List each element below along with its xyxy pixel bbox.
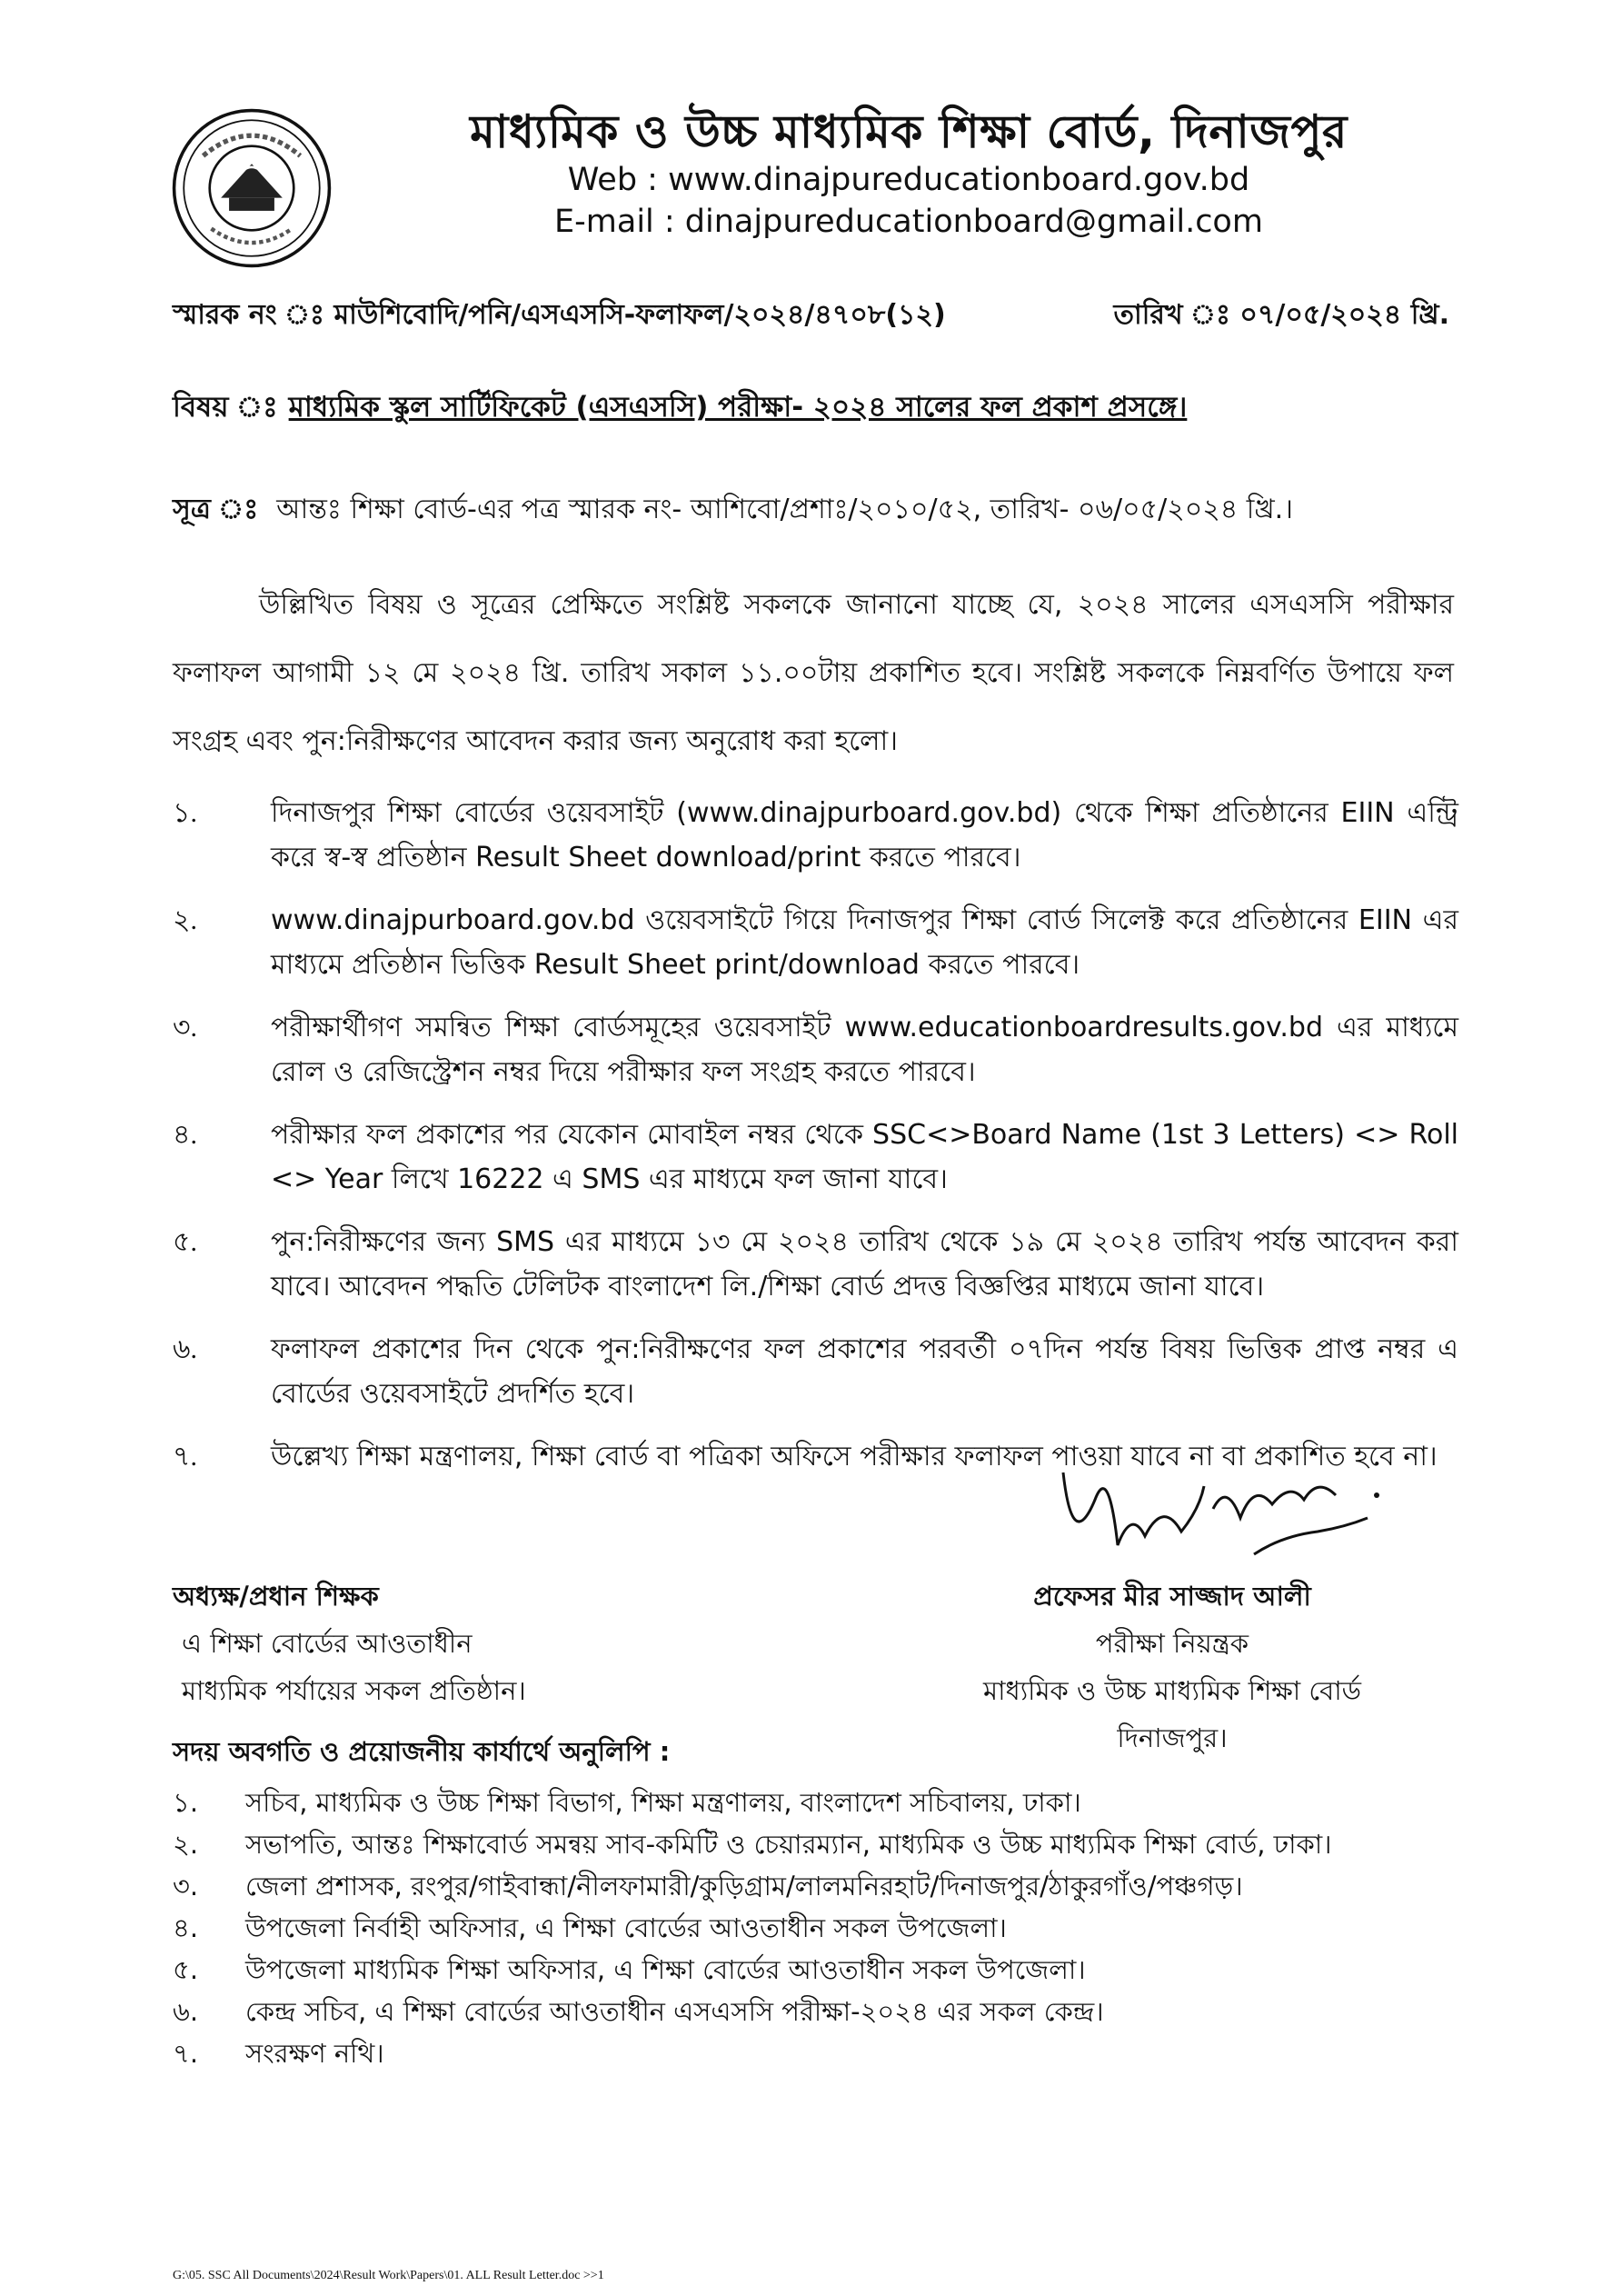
board-name: মাধ্যমিক ও উচ্চ মাধ্যমিক শিক্ষা বোর্ড, দিনাজপুর [470,105,1348,158]
list-item [173,1220,1458,1309]
list-item-text: পুন:নিরীক্ষণের জন্য SMS এর মাধ্যমে ১৩ মে ২০২৪ তারিখ থেকে ১৯ মে ২০২৪ তারিখ পর্যন্ত আবেদন করা যাবে। আবেদন পদ্ধতি টেলিটক বাংলাদেশ লি./শিক্ষা বোর্ড প্রদত্ত বিজ্ঞপ্তির মাধ্যমে জানা যাবে। [271,1226,1458,1303]
list-item-number: ৩. [173,1013,198,1043]
copy-item-number: ৩. [173,1871,199,1902]
memo-number: স্মারক নং ঃ মাউশিবোদি/পনি/এসএসসি-ফলাফল/২০২৪/৪৭০৮(১২) [173,299,946,331]
list-item-text: দিনাজপুর শিক্ষা বোর্ডের ওয়েবসাইট (www.dinajpurboard.gov.bd) থেকে শিক্ষা প্রতিষ্ঠানের EIIN এন্ট্রি করে স্ব-স্ব প্রতিষ্ঠান Result Sheet download/print করতে পারবে। [271,797,1458,873]
subject-line [173,385,1187,433]
list-item-number: ৫. [173,1227,197,1257]
list-item-text: ফলাফল প্রকাশের দিন থেকে পুন:নিরীক্ষণের ফল প্রকাশের পরবর্তী ০৭দিন পর্যন্ত বিষয় ভিত্তিক প্রাপ্ত নম্বর এ বোর্ডের ওয়েবসাইটে প্রদর্শিত হবে। [271,1333,1458,1410]
copy-item-number: ১. [173,1787,199,1818]
copy-item [173,2032,1463,2074]
list-item [173,898,1458,987]
copy-item-number: ২. [173,1829,199,1860]
copy-item-text: উপজেলা নির্বাহী অফিসার, এ শিক্ষা বোর্ডের আওতাধীন সকল উপজেলা। [245,1912,1007,1943]
list-item-number: ২. [173,905,198,935]
reference-label: সূত্র ঃ [173,494,259,525]
instruction-list [173,791,1458,1497]
list-item [173,1327,1458,1416]
body-paragraph: উল্লিখিত বিষয় ও সূত্রের প্রেক্ষিতে সংশ্লিষ্ট সকলকে জানানো যাচ্ছে যে, ২০২৪ সালের এসএসসি পরীক্ষার ফলাফল আগামী ১২ মে ২০২৪ খ্রি. তারিখ সকাল ১১.০০টায় প্রকাশিত হবে। সংশ্লিষ্ট সকলকে নিম্নবর্ণিত উপায়ে ফল সংগ্রহ এবং পুন:নিরীক্ষণের আবেদন করার জন্য অনুরোধ করা হলো। [173,589,1454,757]
copy-list [173,1782,1463,2074]
subject-text: মাধ্যমিক স্কুল সার্টিফিকেট (এসএসসি) পরীক্ষা- ২০২৪ সালের ফল প্রকাশ প্রসঙ্গে। [288,391,1188,424]
list-item-number: ১. [173,798,197,828]
copy-item-text: উপজেলা মাধ্যমিক শিক্ষা অফিসার, এ শিক্ষা বোর্ডের আওতাধীন সকল উপজেলা। [245,1954,1086,1985]
copy-item [173,1991,1463,2032]
memo-date: তারিখ ঃ ০৭/০৫/২০২৪ খ্রি. [1113,299,1449,331]
copy-item-number: ৫. [173,1954,199,1985]
list-item-text: পরীক্ষার্থীগণ সমন্বিত শিক্ষা বোর্ডসমূহের ওয়েবসাইট www.educationboardresults.gov.bd এর মাধ্যমে রোল ও রেজিস্ট্রেশন নম্বর দিয়ে পরীক্ষার ফল সংগ্রহ করতে পারবে। [271,1012,1458,1088]
copy-item-text: সভাপতি, আন্তঃ শিক্ষাবোর্ড সমন্বয় সাব-কমিটি ও চেয়ারম্যান, মাধ্যমিক ও উচ্চ মাধ্যমিক শিক্ষা বোর্ড, ঢাকা। [245,1829,1332,1860]
list-item-text: www.dinajpurboard.gov.bd ওয়েবসাইটে গিয়ে দিনাজপুর শিক্ষা বোর্ড সিলেক্ট করে প্রতিষ্ঠানের EIIN এর মাধ্যমে প্রতিষ্ঠান ভিত্তিক Result Sheet print/download করতে পারবে। [271,904,1458,981]
list-item-text: পরীক্ষার ফল প্রকাশের পর যেকোন মোবাইল নম্বর থেকে SSC<>Board Name (1st 3 Letters) <> Roll <> Year লিখে 16222 এ SMS এর মাধ্যমে ফল জানা যাবে। [271,1119,1458,1195]
reference-line [173,487,1293,534]
signatory-office: মাধ্যমিক ও উচ্চ মাধ্যমিক শিক্ষা বোর্ড [982,1675,1362,1706]
footer-file-path: G:\05. SSC All Documents\2024\Result Work\Papers\01. ALL Result Letter.doc >>1 [173,2269,604,2282]
copy-item [173,1782,1463,1823]
signatory-designation: পরীক্ষা নিয়ন্ত্রক [1095,1628,1249,1659]
copy-item-number: ৭. [173,2038,199,2069]
list-item-number: ৪. [173,1120,197,1150]
signatory-location: দিনাজপুর। [1117,1722,1228,1753]
reference-text: আন্তঃ শিক্ষা বোর্ড-এর পত্র স্মারক নং- আশিবো/প্রশাঃ/২০১০/৫২, তারিখ- ০৬/০৫/২০২৪ খ্রি.। [276,494,1293,525]
subject-label: বিষয় ঃ [173,391,278,424]
board-email: E-mail : dinajpureducationboard@gmail.com [554,204,1263,240]
copy-item [173,1823,1463,1865]
recipient-block [173,1572,526,1714]
board-website: Web : www.dinajpureducationboard.gov.bd [567,162,1250,198]
list-item-number: ৭. [173,1442,198,1472]
recipient-line: এ শিক্ষা বোর্ডের আওতাধীন [182,1628,473,1659]
handwritten-signature [1045,1445,1390,1582]
board-seal-icon [171,107,333,269]
copy-item-text: সচিব, মাধ্যমিক ও উচ্চ শিক্ষা বিভাগ, শিক্ষা মন্ত্রণালয়, বাংলাদেশ সচিবালয়, ঢাকা। [245,1787,1081,1818]
list-item [173,1113,1458,1202]
signatory-name: প্রফেসর মীর সাজ্জাদ আলী [1033,1581,1311,1612]
copy-item [173,1949,1463,1991]
list-item [173,1005,1458,1094]
recipient-line: মাধ্যমিক পর্যায়ের সকল প্রতিষ্ঠান। [182,1675,526,1706]
copy-item [173,1907,1463,1949]
copy-item-number: ৬. [173,1996,199,2027]
list-item [173,791,1458,880]
copy-item [173,1865,1463,1907]
recipient-title: অধ্যক্ষ/প্রধান শিক্ষক [173,1581,379,1612]
signatory-block [918,1572,1427,1762]
list-item-text: উল্লেখ্য শিক্ষা মন্ত্রণালয়, শিক্ষা বোর্ড বা পত্রিকা অফিসে পরীক্ষার ফলাফল পাওয়া যাবে না বা প্রকাশিত হবে না। [271,1441,1438,1472]
copy-item-number: ৪. [173,1912,199,1943]
copy-heading: সদয় অবগতি ও প্রয়োজনীয় কার্যার্থে অনুলিপি : [173,1736,671,1767]
copy-item-text: সংরক্ষণ নথি। [245,2038,384,2069]
copy-item-text: কেন্দ্র সচিব, এ শিক্ষা বোর্ডের আওতাধীন এসএসসি পরীক্ষা-২০২৪ এর সকল কেন্দ্র। [245,1996,1104,2027]
list-item-number: ৬. [173,1334,198,1364]
copy-item-text: জেলা প্রশাসক, রংপুর/গাইবান্ধা/নীলফামারী/কুড়িগ্রাম/লালমনিরহাট/দিনাজপুর/ঠাকুরগাঁও/পঞ্চগড়। [245,1871,1243,1902]
